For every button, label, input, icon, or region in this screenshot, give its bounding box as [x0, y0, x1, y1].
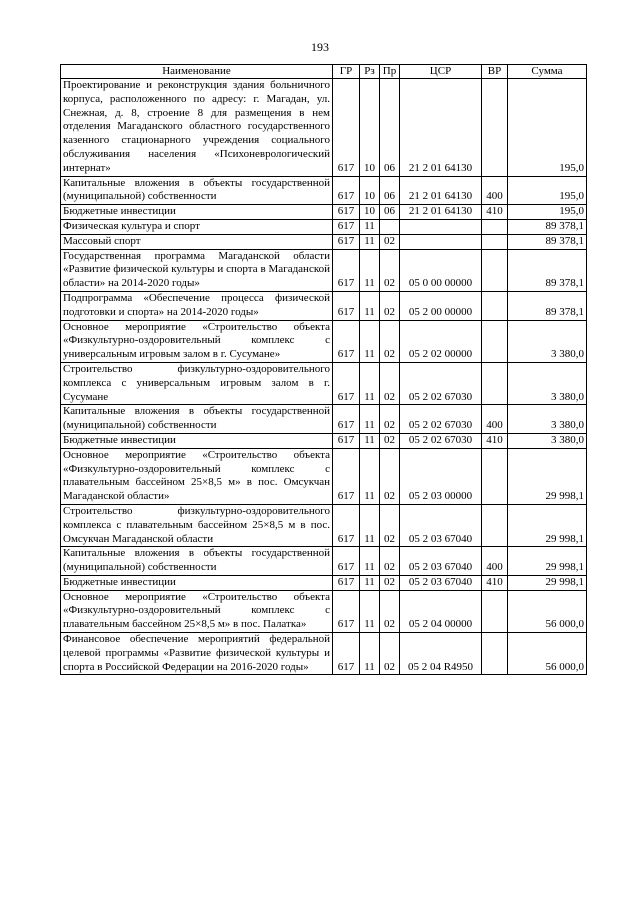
cell-sum: 89 378,1 — [508, 291, 587, 320]
cell-name: Бюджетные инвестиции — [61, 575, 333, 590]
cell-name: Строительство физкультурно-оздоровительного комплекса с универсальным игровым залом в г. Сусумане — [61, 362, 333, 404]
cell-gr: 617 — [333, 291, 360, 320]
cell-pr: 02 — [380, 575, 400, 590]
table-row — [61, 504, 587, 546]
cell-csr: 21 2 01 64130 — [400, 205, 482, 220]
cell-name: Бюджетные инвестиции — [61, 205, 333, 220]
cell-vr — [482, 320, 508, 362]
header-rz: Рз — [360, 65, 380, 79]
table-row — [61, 448, 587, 504]
cell-name: Подпрограмма «Обеспечение процесса физической подготовки и спорта» на 2014-2020 годы» — [61, 291, 333, 320]
cell-pr: 02 — [380, 547, 400, 576]
table-row — [61, 291, 587, 320]
header-sum: Сумма — [508, 65, 587, 79]
cell-csr: 05 2 03 00000 — [400, 448, 482, 504]
cell-name: Капитальные вложения в объекты государственной (муниципальной) собственности — [61, 176, 333, 205]
cell-pr — [380, 219, 400, 234]
table-row — [61, 219, 587, 234]
table-header — [61, 65, 587, 79]
header-name: Наименование — [61, 65, 333, 79]
table-row — [61, 320, 587, 362]
cell-sum: 3 380,0 — [508, 433, 587, 448]
cell-sum: 89 378,1 — [508, 219, 587, 234]
cell-csr: 05 2 02 67030 — [400, 405, 482, 434]
cell-gr: 617 — [333, 547, 360, 576]
cell-rz: 11 — [360, 249, 380, 291]
cell-rz: 11 — [360, 234, 380, 249]
table-body — [61, 79, 587, 675]
cell-vr — [482, 633, 508, 675]
cell-gr: 617 — [333, 590, 360, 632]
cell-vr — [482, 249, 508, 291]
cell-vr — [482, 291, 508, 320]
budget-table — [60, 64, 587, 675]
table-row — [61, 405, 587, 434]
cell-vr: 400 — [482, 405, 508, 434]
cell-rz: 11 — [360, 219, 380, 234]
cell-sum: 89 378,1 — [508, 249, 587, 291]
cell-csr: 05 2 02 67030 — [400, 362, 482, 404]
cell-rz: 11 — [360, 362, 380, 404]
cell-csr — [400, 234, 482, 249]
cell-pr: 02 — [380, 249, 400, 291]
cell-gr: 617 — [333, 176, 360, 205]
table-row — [61, 590, 587, 632]
cell-vr: 410 — [482, 575, 508, 590]
cell-sum: 56 000,0 — [508, 633, 587, 675]
cell-vr — [482, 234, 508, 249]
cell-pr: 02 — [380, 320, 400, 362]
table-row — [61, 547, 587, 576]
cell-gr: 617 — [333, 234, 360, 249]
cell-gr: 617 — [333, 433, 360, 448]
cell-vr — [482, 219, 508, 234]
table-row — [61, 362, 587, 404]
page-number: 193 — [311, 40, 329, 54]
table-row — [61, 433, 587, 448]
cell-csr: 05 2 03 67040 — [400, 547, 482, 576]
cell-gr: 617 — [333, 575, 360, 590]
cell-csr: 05 2 03 67040 — [400, 504, 482, 546]
cell-sum: 89 378,1 — [508, 234, 587, 249]
cell-sum: 3 380,0 — [508, 362, 587, 404]
table-row — [61, 575, 587, 590]
cell-sum: 3 380,0 — [508, 320, 587, 362]
header-pr: Пр — [380, 65, 400, 79]
cell-sum: 29 998,1 — [508, 547, 587, 576]
cell-rz: 11 — [360, 547, 380, 576]
cell-sum: 29 998,1 — [508, 575, 587, 590]
cell-csr: 05 2 02 67030 — [400, 433, 482, 448]
cell-name: Капитальные вложения в объекты государственной (муниципальной) собственности — [61, 405, 333, 434]
cell-csr: 21 2 01 64130 — [400, 176, 482, 205]
cell-name: Основное мероприятие «Строительство объекта «Физкультурно-оздоровительный комплекс с плавательным бассейном 25×8,5 м» в пос. Палатка» — [61, 590, 333, 632]
cell-pr: 06 — [380, 176, 400, 205]
cell-sum: 195,0 — [508, 79, 587, 177]
cell-gr: 617 — [333, 249, 360, 291]
cell-pr: 02 — [380, 590, 400, 632]
cell-sum: 195,0 — [508, 176, 587, 205]
cell-name: Государственная программа Магаданской области «Развитие физической культуры и спорта в Магаданской области» на 2014-2020 годы» — [61, 249, 333, 291]
cell-vr: 400 — [482, 176, 508, 205]
cell-gr: 617 — [333, 219, 360, 234]
cell-vr — [482, 362, 508, 404]
cell-pr: 02 — [380, 405, 400, 434]
cell-rz: 10 — [360, 176, 380, 205]
cell-name: Проектирование и реконструкция здания больничного корпуса, расположенного по адресу: г. Магадан, ул. Снежная, д. 8, строение 8 для размещения в нем отделения Магаданского областного государственного казенного стационарного учреждения социального обслуживания населения «Психоневрологический интернат» — [61, 79, 333, 177]
cell-pr: 02 — [380, 504, 400, 546]
cell-vr — [482, 590, 508, 632]
cell-vr: 410 — [482, 433, 508, 448]
cell-rz: 10 — [360, 79, 380, 177]
cell-sum: 29 998,1 — [508, 448, 587, 504]
cell-name: Основное мероприятие «Строительство объекта «Физкультурно-оздоровительный комплекс с плавательным бассейном 25×8,5 м» в пос. Омсукчан Магаданской области» — [61, 448, 333, 504]
cell-csr: 05 2 00 00000 — [400, 291, 482, 320]
cell-vr — [482, 79, 508, 177]
cell-vr: 410 — [482, 205, 508, 220]
cell-pr: 06 — [380, 205, 400, 220]
cell-name: Основное мероприятие «Строительство объекта «Физкультурно-оздоровительный комплекс с универсальным игровым залом в г. Сусумане» — [61, 320, 333, 362]
header-vr: ВР — [482, 65, 508, 79]
cell-csr: 05 2 02 00000 — [400, 320, 482, 362]
cell-gr: 617 — [333, 362, 360, 404]
cell-rz: 11 — [360, 405, 380, 434]
cell-rz: 11 — [360, 291, 380, 320]
cell-pr: 02 — [380, 291, 400, 320]
cell-gr: 617 — [333, 448, 360, 504]
header-gr: ГР — [333, 65, 360, 79]
cell-pr: 02 — [380, 633, 400, 675]
cell-pr: 02 — [380, 234, 400, 249]
cell-gr: 617 — [333, 504, 360, 546]
cell-rz: 11 — [360, 320, 380, 362]
cell-name: Строительство физкультурно-оздоровительного комплекса с плавательным бассейном 25×8,5 м в пос. Омсукчан Магаданской области — [61, 504, 333, 546]
cell-rz: 11 — [360, 448, 380, 504]
cell-gr: 617 — [333, 633, 360, 675]
cell-pr: 02 — [380, 433, 400, 448]
cell-csr: 05 0 00 00000 — [400, 249, 482, 291]
cell-csr: 05 2 04 R4950 — [400, 633, 482, 675]
cell-csr — [400, 219, 482, 234]
header-csr: ЦСР — [400, 65, 482, 79]
cell-rz: 11 — [360, 504, 380, 546]
table-row — [61, 205, 587, 220]
cell-rz: 11 — [360, 433, 380, 448]
cell-name: Массовый спорт — [61, 234, 333, 249]
cell-pr: 02 — [380, 448, 400, 504]
cell-rz: 11 — [360, 575, 380, 590]
cell-sum: 29 998,1 — [508, 504, 587, 546]
table-row — [61, 79, 587, 177]
cell-sum: 195,0 — [508, 205, 587, 220]
cell-name: Финансовое обеспечение мероприятий федеральной целевой программы «Развитие физической культуры и спорта в Российской Федерации на 2016-2020 годы» — [61, 633, 333, 675]
cell-name: Физическая культура и спорт — [61, 219, 333, 234]
cell-name: Бюджетные инвестиции — [61, 433, 333, 448]
cell-sum: 3 380,0 — [508, 405, 587, 434]
cell-gr: 617 — [333, 79, 360, 177]
cell-csr: 21 2 01 64130 — [400, 79, 482, 177]
cell-vr: 400 — [482, 547, 508, 576]
cell-vr — [482, 448, 508, 504]
cell-gr: 617 — [333, 205, 360, 220]
table-row — [61, 249, 587, 291]
cell-rz: 10 — [360, 205, 380, 220]
cell-rz: 11 — [360, 633, 380, 675]
cell-csr: 05 2 03 67040 — [400, 575, 482, 590]
cell-pr: 02 — [380, 362, 400, 404]
cell-gr: 617 — [333, 320, 360, 362]
cell-sum: 56 000,0 — [508, 590, 587, 632]
cell-vr — [482, 504, 508, 546]
cell-gr: 617 — [333, 405, 360, 434]
cell-name: Капитальные вложения в объекты государственной (муниципальной) собственности — [61, 547, 333, 576]
table-row — [61, 176, 587, 205]
cell-rz: 11 — [360, 590, 380, 632]
table-row — [61, 633, 587, 675]
header-row — [61, 65, 587, 79]
table-row — [61, 234, 587, 249]
cell-pr: 06 — [380, 79, 400, 177]
cell-csr: 05 2 04 00000 — [400, 590, 482, 632]
